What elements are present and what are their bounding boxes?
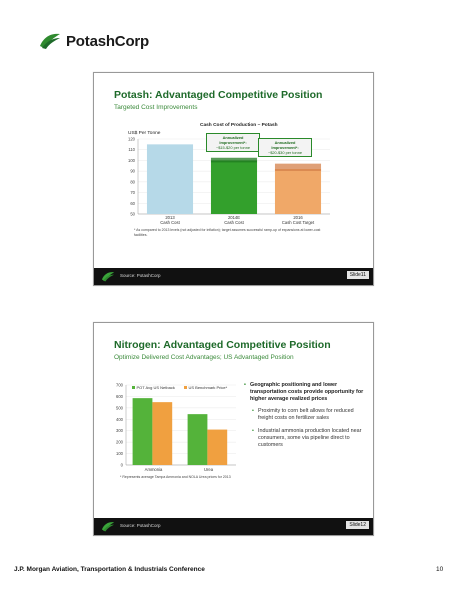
y-tick-label: 50	[130, 211, 135, 217]
chart-heading: Cash Cost of Production – Potash	[200, 123, 278, 128]
legend-label: US Benchmark Price*	[188, 385, 228, 390]
bullet-main: • Geographic positioning and lower transportation costs provide opportunity for higher average realized prices	[244, 382, 364, 402]
y-tick-label: 200	[116, 439, 123, 445]
y-tick-label: 300	[116, 428, 123, 434]
callout-line: Annualized	[222, 135, 244, 140]
bar	[133, 398, 153, 465]
x-tick-label: Cash Cost	[160, 220, 180, 225]
unit-label: US$ Per Tonne	[128, 131, 161, 136]
source-label: Source: PotashCorp	[120, 523, 161, 528]
y-tick-label: 60	[130, 200, 135, 206]
slide-footnote: * As compared to 2013 levels (not adjusted for inflation); target assumes successful ramp-up of expansions at lower-cost facilities.	[134, 228, 321, 237]
potashcorp-logo	[38, 32, 149, 50]
y-tick-label: 100	[116, 451, 123, 457]
slide-potash	[93, 72, 374, 286]
y-tick-label: 500	[116, 405, 123, 411]
x-tick-label: 2013	[165, 215, 175, 220]
y-tick-label: 80	[130, 179, 135, 185]
improvement-band	[211, 158, 257, 163]
callout-improvement-2016	[258, 138, 312, 157]
y-tick-label: 400	[116, 416, 123, 422]
callout-line: ~$20-$30 per tonne	[267, 150, 303, 155]
bar	[188, 414, 208, 465]
potash-cost-chart	[94, 73, 373, 285]
y-tick-label: 600	[116, 393, 123, 399]
page-number: 10	[436, 566, 444, 573]
callout-line: Annualized	[274, 140, 296, 145]
slide-footnote: * Represents average Tampa Ammonia and NOLA Urea prices for 2013	[120, 475, 231, 479]
potashcorp-leaf-icon	[38, 32, 62, 50]
conference-name: J.P. Morgan Aviation, Transportation & Industrials Conference	[14, 566, 205, 573]
bar	[147, 144, 193, 214]
bar	[275, 169, 321, 214]
source-label: Source: PotashCorp	[120, 273, 161, 278]
x-tick-label: Cash Cost	[224, 220, 244, 225]
y-tick-label: 110	[128, 147, 135, 153]
x-tick-label: Urea	[203, 467, 214, 472]
footer-leaf-icon	[100, 271, 116, 282]
slide-subtitle: Targeted Cost Improvements	[114, 104, 198, 111]
callout-line: Improvement*:	[219, 140, 247, 145]
y-tick-label: 70	[130, 190, 135, 196]
slide-number: Slide12	[346, 521, 369, 529]
slide-nitrogen	[93, 322, 374, 536]
slide-subtitle: Optimize Delivered Cost Advantages; US Advantaged Position	[114, 354, 294, 361]
x-tick-label: 2014E	[227, 215, 241, 220]
y-tick-label: 100	[128, 157, 135, 163]
x-tick-label: Ammonia	[144, 467, 163, 472]
bar	[152, 402, 172, 465]
bullet-list	[244, 382, 364, 448]
bullet-sub: • Industrial ammonia production located near consumers, some via pipeline direct to customers	[244, 428, 364, 448]
slide-title: Nitrogen: Advantaged Competitive Position	[114, 339, 331, 351]
footer-leaf-icon	[100, 521, 116, 532]
legend-swatch	[184, 386, 187, 389]
logo-wordmark: PotashCorp	[66, 32, 150, 50]
improvement-band	[275, 164, 321, 171]
slide-number: Slide11	[347, 271, 369, 279]
legend-swatch	[132, 386, 135, 389]
y-tick-label: 90	[130, 168, 135, 174]
callout-line: ~$15-$20 per tonne	[215, 145, 251, 150]
x-tick-label: Cash Cost Target	[281, 220, 315, 225]
y-tick-label: 0	[120, 462, 123, 468]
callout-improvement-2014	[206, 133, 260, 152]
slide-title: Potash: Advantaged Competitive Position	[114, 89, 323, 101]
slide-footer	[94, 268, 373, 285]
bar	[207, 430, 227, 465]
legend-label: POT Avg US Netback	[136, 385, 175, 390]
x-tick-label: 2016	[293, 215, 303, 220]
bar	[211, 160, 257, 214]
y-tick-label: 120	[128, 136, 135, 142]
y-tick-label: 700	[116, 382, 123, 388]
slide-footer	[94, 518, 373, 535]
callout-line: Improvement*:	[271, 145, 299, 150]
bullet-sub: • Proximity to corn belt allows for reduced freight costs on fertilizer sales	[244, 408, 364, 422]
